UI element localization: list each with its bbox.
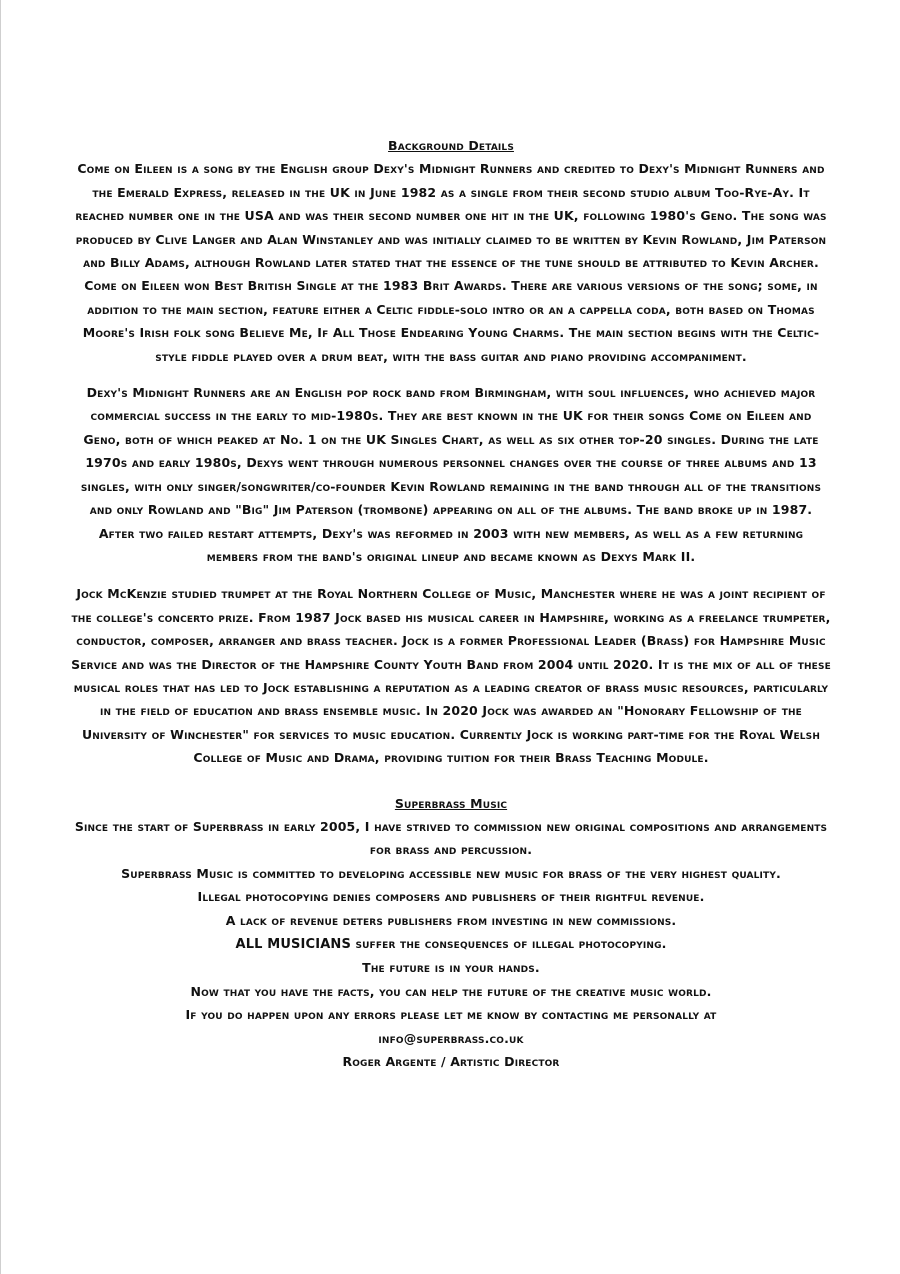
- background-paragraph-song: Come on Eileen is a song by the English group Dexy's Midnight Runners and credited to Dexy's Midnight Runners and the Emerald Express, released in the UK in June 1982 as a single from their second studio album Too-Rye-Ay. It reached number one in the USA and was their second number one hit in the UK, following 1980's Geno. The song was produced by Clive Langer and Alan Winstanley and was initially claimed to be written by Kevin Rowland, Jim Paterson and Billy Adams, although Rowland later stated that the essence of the tune should be attributed to Kevin Archer. Come on Eileen won Best British Single at the 1983 Brit Awards. There are various versions of the song; some, in addition to the main section, feature either a Celtic fiddle-solo intro or an a cappella coda, both based on Thomas Moore's Irish folk song Believe Me, If All Those Endearing Young Charms. The main section begins with the Celtic-style fiddle played over a drum beat, with the bass guitar and piano providing accompaniment.: [75, 161, 827, 364]
- future-line: The future is in your hands.: [362, 960, 540, 976]
- photocopying-warning-line: Illegal photocopying denies composers and publishers of their rightful revenue.: [197, 889, 705, 905]
- document-content: [71, 134, 831, 1073]
- contact-email: info@superbrass.co.uk: [378, 1030, 524, 1046]
- background-heading: Background Details: [388, 138, 514, 153]
- superbrass-intro-line: Since the start of Superbrass in early 2005, I have strived to commission new original compositions and arrangements for brass and percussion.: [74, 818, 828, 858]
- background-paragraph-arranger: Jock McKenzie studied trumpet at the Royal Northern College of Music, Manchester where he was a joint recipient of the college's concerto prize. From 1987 Jock based his musical career in Hampshire, working as a freelance trumpeter, conductor, composer, arranger and brass teacher. Jock is a former Professional Leader (Brass) for Hampshire Music Service and was the Director of the Hampshire County Youth Band from 2004 until 2020. It is the mix of all of these musical roles that has led to Jock establishing a reputation as a leading creator of brass music resources, particularly in the field of education and brass ensemble music. In 2020 Jock was awarded an "Honorary Fellowship of the University of Winchester" for services to music education. Currently Jock is working part-time for the Royal Welsh College of Music and Drama, providing tuition for their Brass Teaching Module.: [71, 586, 831, 766]
- revenue-line: A lack of revenue deters publishers from investing in new commissions.: [225, 912, 677, 928]
- background-paragraph-band: Dexy's Midnight Runners are an English pop rock band from Birmingham, with soul influences, who achieved major commercial success in the early to mid-1980s. They are best known in the UK for their songs Come on Eileen and Geno, both of which peaked at No. 1 on the UK Singles Chart, as well as six other top-20 singles. During the late 1970s and early 1980s, Dexys went through numerous personnel changes over the course of three albums and 13 singles, with only singer/songwriter/co-founder Kevin Rowland remaining in the band through all of the transitions and only Rowland and "Big" Jim Paterson (trombone) appearing on all of the albums. The band broke up in 1987. After two failed restart attempts, Dexy's was reformed in 2003 with new members, as well as a few returning members from the band's original lineup and became known as Dexys Mark II.: [80, 385, 822, 564]
- musicians-line: [71, 932, 831, 956]
- signature: Roger Argente / Artistic Director: [342, 1054, 560, 1070]
- facts-line: Now that you have the facts, you can help the future of the creative music world.: [190, 983, 712, 999]
- superbrass-heading: Superbrass Music: [394, 795, 508, 811]
- musicians-caps: ALL MUSICIANS: [235, 937, 351, 952]
- musicians-rest: suffer the consequences of illegal photocopying.: [350, 936, 667, 951]
- errors-line: If you do happen upon any errors please let me know by contacting me personally at: [185, 1007, 717, 1023]
- superbrass-commitment-line: Superbrass Music is committed to developing accessible new music for brass of the very highest quality.: [121, 865, 781, 881]
